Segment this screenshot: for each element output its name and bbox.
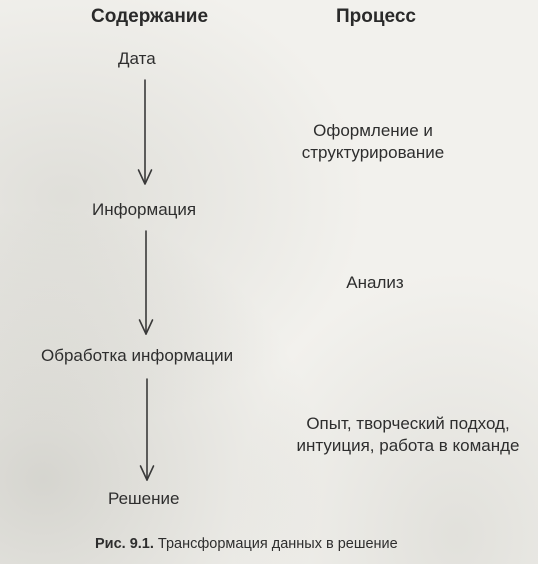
arrow-data-to-information (139, 80, 152, 184)
process-column-header: Процесс (336, 6, 416, 27)
figure-caption-text: Трансформация данных в решение (153, 536, 398, 552)
arrow-information-to-processing (140, 231, 153, 334)
process-step-line: Анализ (346, 273, 404, 292)
node-data: Дата (118, 49, 156, 68)
process-step-line: структурирование (301, 143, 445, 162)
figure-number: Рис. 9.1. (95, 536, 154, 552)
node-decision: Решение (108, 489, 180, 508)
node-information-processing: Обработка информации (41, 346, 234, 365)
figure-caption (95, 536, 398, 552)
content-column-header: Содержание (91, 6, 209, 27)
node-information: Информация (92, 200, 197, 219)
process-step-line: Опыт, творческий подход, (306, 414, 510, 433)
process-step-line: интуиция, работа в команде (296, 436, 520, 455)
arrow-processing-to-decision (141, 379, 154, 480)
process-step-line: Оформление и (313, 121, 433, 140)
